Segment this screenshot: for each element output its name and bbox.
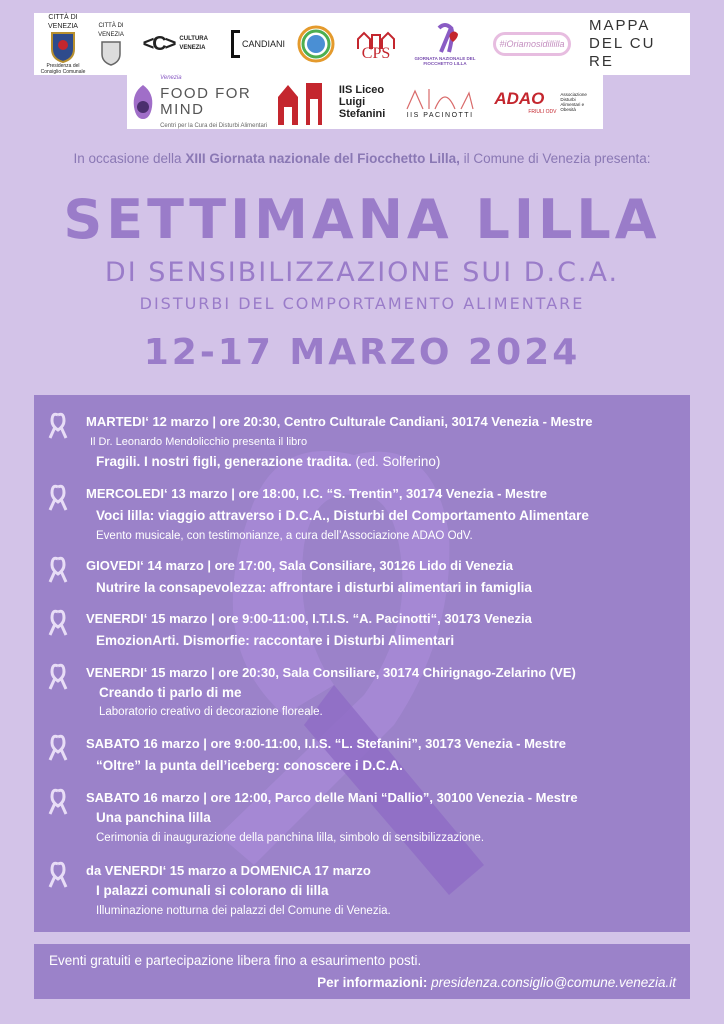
event-header: SABATO 16 marzo | ore 12:00, Parco delle Mani “Dallio”, 30100 Venezia - Mestre [86, 790, 578, 805]
ribbon-bullet-icon [46, 663, 70, 691]
footer-info [34, 944, 690, 999]
cultura-symbol-icon: <C> [142, 32, 175, 55]
liceo-label: IIS Liceo Luigi Stefanini [338, 84, 386, 120]
venezia-tag: Venezia [160, 75, 182, 81]
event-note: Illuminazione notturna dei palazzi del Comune di Venezia. [96, 905, 391, 917]
candiani-logo [230, 30, 286, 58]
citta-venezia-label-2: CITTÀ DI VENEZIA [98, 23, 124, 38]
avocado-icon [130, 83, 156, 121]
pacinotti-label: IIS PACINOTTI [406, 111, 474, 119]
event-note: Cerimonia di inaugurazione della panchina lilla, simbolo di sensibilizzazione. [96, 832, 485, 844]
stefanini-logo [272, 79, 397, 125]
intro-highlight: XIII Giornata nazionale del Fiocchetto Lilla, [185, 151, 460, 166]
event-dates: 12-17 MARZO 2024 [143, 332, 581, 373]
citta-venezia-label: CITTÀ DI VENEZIA [48, 14, 78, 30]
colorful-round-logo [294, 24, 338, 64]
ribbon-bullet-icon [46, 609, 70, 637]
event-header: MERCOLEDI‘ 13 marzo | ore 18:00, I.C. “S. Trentin”, 30174 Venezia - Mestre [86, 486, 547, 501]
ribbon-bullet-icon [46, 734, 70, 762]
ribbon-bullet-icon [46, 861, 70, 889]
intro-line [0, 151, 724, 166]
food-for-mind-label: FOOD FOR MIND [160, 85, 252, 118]
hashtag-label: #iOriamosidillilla [493, 32, 570, 56]
subtitle-disturbi: DISTURBI DEL COMPORTAMENTO ALIMENTARE [139, 294, 585, 313]
event-header: SABATO 16 marzo | ore 9:00-11:00, I.I.S. “L. Stefanini”, 30173 Venezia - Mestre [86, 736, 567, 751]
event-header: da VENERDI‘ 15 marzo a DOMENICA 17 marzo [86, 863, 371, 878]
info-label: Per informazioni: [317, 975, 428, 990]
pacinotti-lines-icon [405, 85, 475, 111]
sponsor-logos-top [34, 13, 690, 75]
ribbon-bullet-icon [46, 412, 70, 440]
venezia-seal-icon [100, 40, 122, 66]
candiani-mark-icon [231, 30, 240, 58]
event-title: Voci lilla: viaggio attraverso i D.C.A., Disturbi del Comportamento Alimentare [96, 508, 589, 523]
hashtag-riamo-logo [484, 32, 580, 56]
event-header: MARTEDI‘ 12 marzo | ore 20:30, Centro Culturale Candiani, 30174 Venezia - Mestre [86, 414, 593, 429]
venezia-crest-icon [50, 31, 76, 63]
adao-desc-label: Associazione Disturbi Alimentari e Obesità [560, 92, 587, 112]
event-title [96, 454, 440, 469]
citta-venezia-seal-logo [96, 22, 126, 66]
event-note: Evento musicale, con testimonianze, a cura dell’Associazione ADAO OdV. [96, 530, 473, 542]
citta-venezia-crest-logo [38, 13, 88, 75]
footer-contact [317, 975, 676, 990]
events-panel [34, 395, 690, 932]
event-header: VENERDI‘ 15 marzo | ore 20:30, Sala Consiliare, 30174 Chirignago-Zelarino (VE) [86, 665, 576, 680]
adao-logo [483, 89, 601, 115]
event-title: “Oltre” la punta dell’iceberg: conoscere i D.C.A. [96, 758, 403, 773]
colorful-wreath-icon [296, 24, 336, 64]
event-title: EmozionArti. Dismorfie: raccontare i Disturbi Alimentari [96, 633, 455, 648]
event-title-text: Fragili. I nostri figli, generazione tradita. [96, 454, 352, 469]
cultura-venezia-label: CULTURA VENEZIA [179, 36, 208, 51]
fiocchetto-label: GIORNATA NAZIONALE DEL FIOCCHETTO LILLA [414, 56, 476, 66]
subtitle-dca: DI SENSIBILIZZAZIONE SUI D.C.A. [104, 257, 620, 288]
adao-wordmark [494, 89, 556, 115]
cultura-venezia-logo [134, 33, 222, 56]
lilac-ribbon-icon [34, 395, 690, 932]
food-for-mind-logo [129, 70, 269, 134]
stefanini-building-icon [274, 79, 334, 125]
mappa-label: MAPPA DEL CU RE [589, 17, 656, 70]
event-note: Il Dr. Leonardo Mendolicchio presenta il libro [90, 436, 308, 448]
event-header: GIOVEDI‘ 14 marzo | ore 17:00, Sala Consiliare, 30126 Lido di Venezia [86, 558, 514, 573]
food-for-mind-sub: Centri per la Cura dei Disturbi Alimentari [160, 123, 268, 129]
candiani-label: CANDIANI [241, 38, 285, 49]
event-note: Laboratorio creativo di decorazione floreale. [99, 706, 323, 718]
consiglio-label: Presidenza del Consiglio Comunale [40, 63, 86, 75]
food-for-mind-text [160, 70, 267, 134]
cps-logo [346, 31, 406, 62]
giornata-fiocchetto-logo [414, 22, 476, 66]
event-title: Nutrire la consapevolezza: affrontare i disturbi alimentari in famiglia [96, 580, 532, 595]
cps-label: CPS [361, 44, 391, 62]
pacinotti-logo [400, 85, 480, 120]
lilac-ribbon-heart-icon [428, 22, 462, 56]
contact-email-link[interactable]: presidenza.consiglio@comune.venezia.it [431, 975, 676, 990]
footer-free-events: Eventi gratuiti e partecipazione libera fino a esaurimento posti. [49, 953, 422, 968]
event-title: Creando ti parlo di me [99, 685, 242, 700]
event-title-extra: (ed. Solferino) [351, 454, 441, 469]
event-title: I palazzi comunali si colorano di lilla [96, 883, 329, 898]
ribbon-bullet-icon [46, 484, 70, 512]
ribbon-bullet-icon [46, 556, 70, 584]
adao-label: ADAO [494, 89, 545, 108]
page-title: SETTIMANA LILLA [63, 188, 661, 251]
ribbon-bullet-icon [46, 788, 70, 816]
mappa-del-cuore-logo [588, 17, 686, 71]
adao-sub-label: FRIULI ODV [528, 109, 557, 115]
intro-suffix: il Comune di Venezia presenta: [459, 151, 651, 166]
intro-prefix: In occasione della [73, 151, 186, 166]
sponsor-logos-bottom [127, 75, 603, 129]
event-title: Una panchina lilla [96, 810, 211, 825]
event-header: VENERDI‘ 15 marzo | ore 9:00-11:00, I.T.I.S. “A. Pacinotti“, 30173 Venezia [86, 611, 532, 626]
